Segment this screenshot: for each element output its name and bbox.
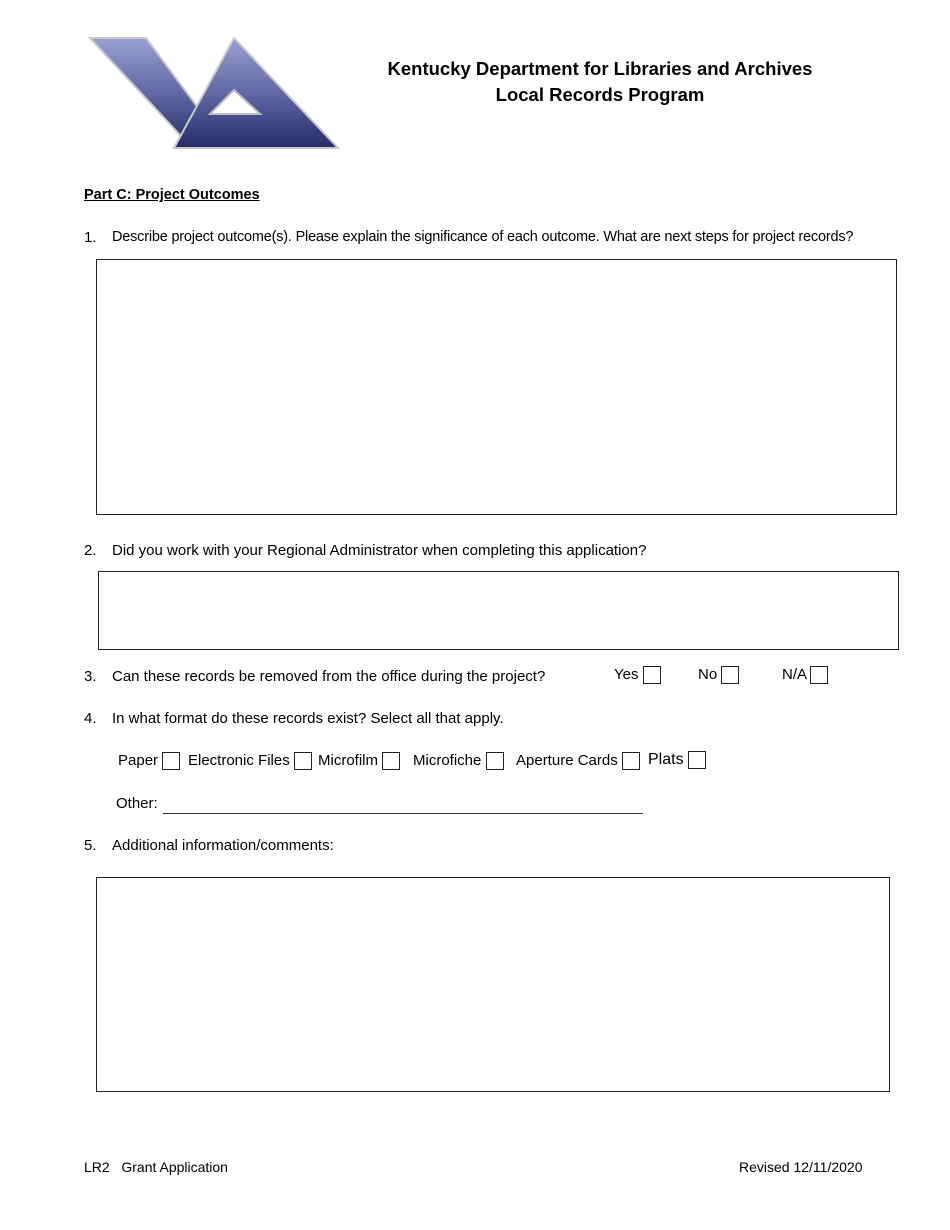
other-label: Other: bbox=[116, 795, 158, 812]
format-paper-checkbox[interactable] bbox=[162, 752, 180, 770]
q2-number: 2. bbox=[84, 542, 97, 559]
format-plats-checkbox[interactable] bbox=[688, 751, 706, 769]
q5-text: Additional information/comments: bbox=[112, 837, 334, 854]
q3-option-no[interactable] bbox=[698, 666, 739, 684]
q5-answer-box[interactable] bbox=[96, 877, 890, 1092]
format-aperture[interactable] bbox=[516, 752, 640, 770]
document-header bbox=[330, 56, 870, 108]
footer-revision-date: Revised 12/11/2020 bbox=[739, 1159, 863, 1175]
q3-no-label: No bbox=[698, 666, 718, 683]
format-microfiche-label: Microfiche bbox=[413, 752, 482, 769]
format-plats[interactable] bbox=[648, 751, 706, 769]
footer-form-id: LR2 Grant Application bbox=[84, 1159, 228, 1175]
format-microfiche[interactable] bbox=[413, 752, 504, 770]
q4-number: 4. bbox=[84, 710, 97, 727]
q5-number: 5. bbox=[84, 837, 97, 854]
format-microfilm[interactable] bbox=[318, 752, 400, 770]
q3-text: Can these records be removed from the office during the project? bbox=[112, 668, 546, 685]
format-microfilm-label: Microfilm bbox=[318, 752, 378, 769]
q3-na-label: N/A bbox=[782, 666, 807, 683]
format-paper[interactable] bbox=[118, 752, 180, 770]
q3-number: 3. bbox=[84, 668, 97, 685]
q1-answer-box[interactable] bbox=[96, 259, 897, 515]
format-plats-label: Plats bbox=[648, 751, 684, 769]
format-paper-label: Paper bbox=[118, 752, 159, 769]
q2-answer-box[interactable] bbox=[98, 571, 899, 650]
q1-number: 1. bbox=[84, 229, 97, 246]
q3-no-checkbox[interactable] bbox=[721, 666, 739, 684]
section-title: Part C: Project Outcomes bbox=[84, 187, 260, 203]
program-name: Local Records Program bbox=[495, 84, 705, 105]
format-electronic-label: Electronic Files bbox=[188, 752, 290, 769]
format-microfiche-checkbox[interactable] bbox=[486, 752, 504, 770]
format-aperture-label: Aperture Cards bbox=[516, 752, 618, 769]
format-aperture-checkbox[interactable] bbox=[622, 752, 640, 770]
org-name: Kentucky Department for Libraries and Archives bbox=[387, 58, 813, 79]
other-input-line[interactable] bbox=[163, 812, 643, 814]
q3-option-yes[interactable] bbox=[614, 666, 661, 684]
q4-text: In what format do these records exist? Select all that apply. bbox=[112, 710, 504, 727]
q1-text: Describe project outcome(s). Please explain the significance of each outcome. What are next steps for project records? bbox=[112, 229, 854, 245]
logo-right-triangle bbox=[174, 38, 338, 148]
q3-na-checkbox[interactable] bbox=[810, 666, 828, 684]
format-electronic-checkbox[interactable] bbox=[294, 752, 312, 770]
kdla-logo bbox=[88, 36, 340, 154]
q3-yes-label: Yes bbox=[614, 666, 639, 683]
format-electronic[interactable] bbox=[188, 752, 312, 770]
format-microfilm-checkbox[interactable] bbox=[382, 752, 400, 770]
q3-option-na[interactable] bbox=[782, 666, 828, 684]
q3-yes-checkbox[interactable] bbox=[643, 666, 661, 684]
q2-text: Did you work with your Regional Administrator when completing this application? bbox=[112, 542, 647, 559]
